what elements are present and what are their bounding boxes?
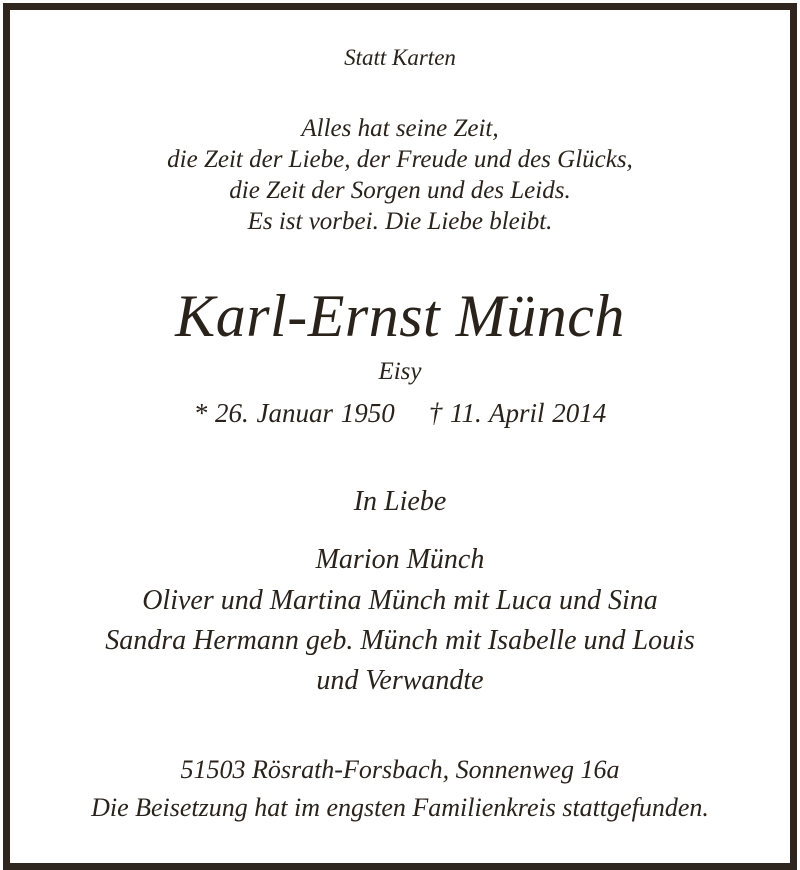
- mourner-line-1: Marion Münch: [315, 544, 485, 575]
- death-date: † 11. April 2014: [428, 398, 607, 428]
- life-dates: [0, 398, 800, 429]
- mourner-line-2: Oliver und Martina Münch mit Luca und Sina: [142, 585, 658, 616]
- in-love-heading: In Liebe: [353, 486, 447, 517]
- mourner-line-3: Sandra Hermann geb. Münch mit Isabelle und Louis: [105, 625, 695, 656]
- quote-line-4: Es ist vorbei. Die Liebe bleibt.: [247, 208, 553, 235]
- funeral-note: Die Beisetzung hat im engsten Familienkreis stattgefunden.: [91, 793, 709, 822]
- quote-line-3: die Zeit der Sorgen und des Leids.: [229, 177, 571, 204]
- address: 51503 Rösrath-Forsbach, Sonnenweg 16a: [180, 755, 620, 784]
- mourner-line-4: und Verwandte: [316, 665, 484, 696]
- header-statt-karten: Statt Karten: [344, 45, 456, 70]
- quote-line-1: Alles hat seine Zeit,: [301, 115, 499, 142]
- quote-line-2: die Zeit der Liebe, der Freude und des Glücks,: [167, 146, 633, 173]
- birth-date: * 26. Januar 1950: [193, 398, 395, 428]
- deceased-name: Karl-Ernst Münch: [175, 283, 625, 349]
- deceased-nickname: Eisy: [378, 358, 422, 385]
